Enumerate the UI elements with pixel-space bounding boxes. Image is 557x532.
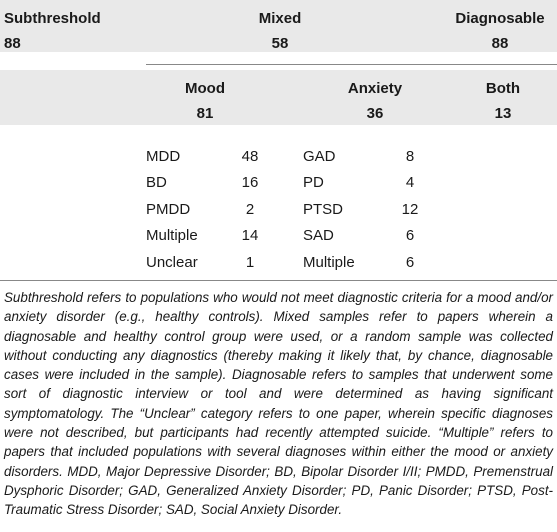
anxiety-count: 36 — [366, 105, 384, 122]
mood-row-value: 2 — [245, 201, 255, 218]
anxiety-row-value: 6 — [405, 254, 415, 271]
diagnosable-count: 88 — [491, 35, 509, 52]
mood-row-label: Unclear — [146, 254, 198, 271]
anxiety-label: Anxiety — [347, 80, 403, 97]
both-count: 13 — [494, 105, 512, 122]
mood-row-value: 1 — [245, 254, 255, 271]
anxiety-row-label: GAD — [303, 148, 336, 165]
mixed-label: Mixed — [258, 10, 302, 27]
anxiety-row-value: 8 — [405, 148, 415, 165]
anxiety-row-value: 4 — [405, 174, 415, 191]
table-footnote: Subthreshold refers to populations who would not meet diagnostic criteria for a mood and/or anxiety disorder (e.g., healthy controls). Mixed samples refer to papers wherein a diagnosable and healthy control group were used, or a random sample was collected without conducting any diagnostics (thereby making it likely that, by chance, diagnosable cases were included in the sample). Diagnosable refers to samples that underwent some sort of diagnostic interview or tool and were determined as having significant symptomatology. The “Unclear” category refers to one paper, wherein specific diagnoses were not described, but participants had recently attempted suicide. “Multiple” refers to papers that included populations with several diagnoses within either the mood or anxiety disorders. MDD, Major Depressive Disorder; BD, Bipolar Disorder I/II; PMDD, Premenstrual Dysphoric Disorder; GAD, Generalized Anxiety Disorder; PD, Panic Disorder; PTSD, Post-Traumatic Stress Disorder; SAD, Social Anxiety Disorder. — [4, 290, 553, 518]
diagnosable-label: Diagnosable — [455, 10, 545, 27]
mood-row-label: PMDD — [146, 201, 191, 218]
mood-row-value: 14 — [241, 227, 259, 244]
both-label: Both — [485, 80, 521, 97]
mixed-span-rule — [146, 64, 557, 65]
mood-row-label: Multiple — [146, 227, 198, 244]
anxiety-row-label: PD — [303, 174, 324, 191]
subthreshold-count: 88 — [4, 35, 21, 52]
anxiety-row-value: 12 — [401, 201, 419, 218]
mood-row-value: 16 — [241, 174, 259, 191]
mood-label: Mood — [185, 80, 225, 97]
table-bottom-rule — [0, 280, 557, 281]
anxiety-row-value: 6 — [405, 227, 415, 244]
mood-row-label: MDD — [146, 148, 181, 165]
mood-row-label: BD — [146, 174, 167, 191]
anxiety-row-label: PTSD — [303, 201, 344, 218]
subthreshold-label: Subthreshold — [4, 10, 101, 27]
anxiety-row-label: SAD — [303, 227, 334, 244]
mixed-count: 58 — [271, 35, 289, 52]
mood-row-value: 48 — [241, 148, 259, 165]
mood-count: 81 — [196, 105, 214, 122]
anxiety-row-label: Multiple — [303, 254, 355, 271]
